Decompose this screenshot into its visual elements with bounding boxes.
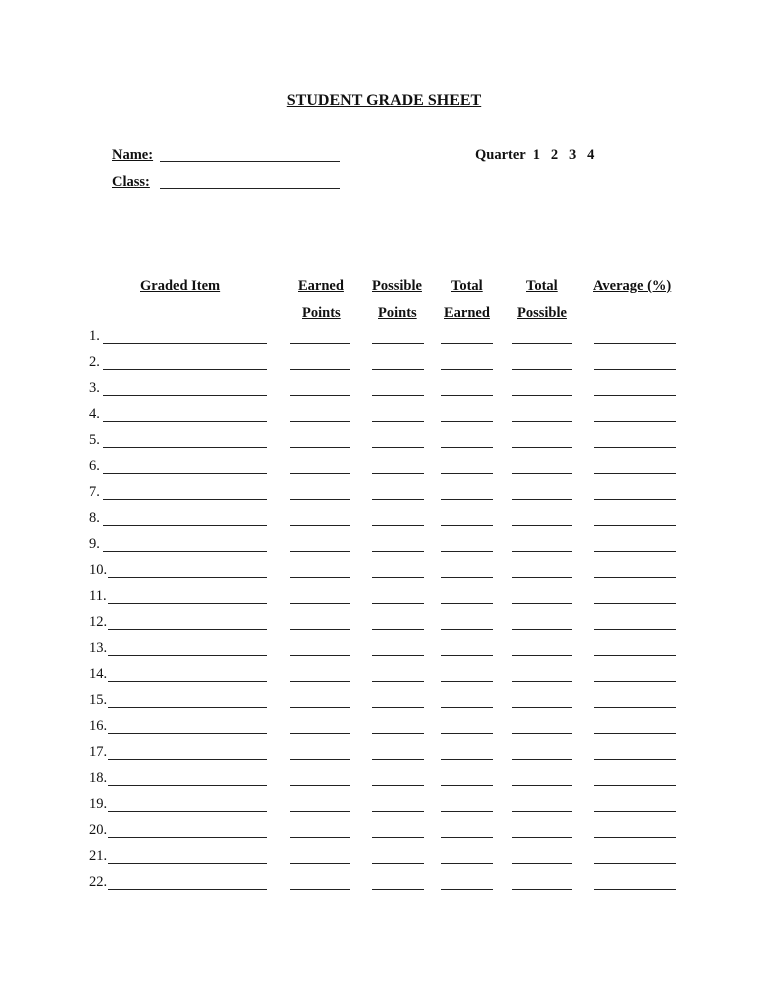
average-blank[interactable] bbox=[594, 655, 676, 656]
table-row bbox=[0, 743, 768, 763]
total-possible-blank[interactable] bbox=[512, 655, 572, 656]
total-earned-blank[interactable] bbox=[441, 369, 493, 370]
item-blank[interactable] bbox=[108, 733, 267, 734]
possible-blank[interactable] bbox=[372, 629, 424, 630]
earned-blank[interactable] bbox=[290, 811, 350, 812]
earned-blank[interactable] bbox=[290, 421, 350, 422]
class-blank[interactable] bbox=[160, 188, 340, 189]
total-earned-blank[interactable] bbox=[441, 525, 493, 526]
header-earned-points: Points bbox=[302, 305, 341, 321]
header-graded-item: Graded Item bbox=[140, 278, 221, 294]
average-blank[interactable] bbox=[594, 863, 676, 864]
total-earned-blank[interactable] bbox=[441, 577, 493, 578]
total-possible-blank[interactable] bbox=[512, 551, 572, 552]
total-possible-blank[interactable] bbox=[512, 473, 572, 474]
possible-blank[interactable] bbox=[372, 499, 424, 500]
total-earned-blank[interactable] bbox=[441, 473, 493, 474]
total-earned-blank[interactable] bbox=[441, 681, 493, 682]
item-blank[interactable] bbox=[108, 837, 267, 838]
possible-blank[interactable] bbox=[372, 525, 424, 526]
row-number: 9. bbox=[89, 536, 100, 552]
total-possible-blank[interactable] bbox=[512, 863, 572, 864]
average-blank[interactable] bbox=[594, 447, 676, 448]
earned-blank[interactable] bbox=[290, 343, 350, 344]
table-row bbox=[0, 639, 768, 659]
earned-blank[interactable] bbox=[290, 473, 350, 474]
total-earned-blank[interactable] bbox=[441, 707, 493, 708]
possible-blank[interactable] bbox=[372, 785, 424, 786]
average-blank[interactable] bbox=[594, 837, 676, 838]
sheet-title-text: STUDENT GRADE SHEET bbox=[286, 92, 482, 109]
header-total-1: Total bbox=[451, 278, 483, 294]
item-blank[interactable] bbox=[108, 811, 267, 812]
total-possible-blank[interactable] bbox=[512, 759, 572, 760]
total-possible-blank[interactable] bbox=[512, 785, 572, 786]
total-possible-blank[interactable] bbox=[512, 681, 572, 682]
item-blank[interactable] bbox=[103, 499, 267, 500]
total-possible-blank[interactable] bbox=[512, 733, 572, 734]
row-number: 21. bbox=[89, 848, 108, 864]
possible-blank[interactable] bbox=[372, 577, 424, 578]
total-earned-blank[interactable] bbox=[441, 655, 493, 656]
average-blank[interactable] bbox=[594, 369, 676, 370]
item-blank[interactable] bbox=[103, 421, 267, 422]
earned-blank[interactable] bbox=[290, 837, 350, 838]
average-blank[interactable] bbox=[594, 681, 676, 682]
table-row bbox=[0, 613, 768, 633]
total-possible-blank[interactable] bbox=[512, 343, 572, 344]
table-row bbox=[0, 353, 768, 373]
table-row bbox=[0, 535, 768, 555]
total-earned-blank[interactable] bbox=[441, 733, 493, 734]
average-blank[interactable] bbox=[594, 811, 676, 812]
item-blank[interactable] bbox=[103, 369, 267, 370]
row-number: 6. bbox=[89, 458, 100, 474]
earned-blank[interactable] bbox=[290, 525, 350, 526]
average-blank[interactable] bbox=[594, 395, 676, 396]
possible-blank[interactable] bbox=[372, 837, 424, 838]
total-possible-blank[interactable] bbox=[512, 707, 572, 708]
row-number: 4. bbox=[89, 406, 100, 422]
row-number: 2. bbox=[89, 354, 100, 370]
total-earned-blank[interactable] bbox=[441, 629, 493, 630]
item-blank[interactable] bbox=[103, 525, 267, 526]
row-number: 17. bbox=[89, 744, 108, 760]
earned-blank[interactable] bbox=[290, 681, 350, 682]
earned-blank[interactable] bbox=[290, 369, 350, 370]
earned-blank[interactable] bbox=[290, 577, 350, 578]
total-earned-blank[interactable] bbox=[441, 811, 493, 812]
possible-blank[interactable] bbox=[372, 655, 424, 656]
earned-blank[interactable] bbox=[290, 759, 350, 760]
average-blank[interactable] bbox=[594, 603, 676, 604]
total-earned-blank[interactable] bbox=[441, 395, 493, 396]
average-blank[interactable] bbox=[594, 551, 676, 552]
possible-blank[interactable] bbox=[372, 603, 424, 604]
average-blank[interactable] bbox=[594, 733, 676, 734]
possible-blank[interactable] bbox=[372, 707, 424, 708]
possible-blank[interactable] bbox=[372, 681, 424, 682]
header-earned: Earned bbox=[298, 278, 344, 294]
total-possible-blank[interactable] bbox=[512, 603, 572, 604]
average-blank[interactable] bbox=[594, 525, 676, 526]
item-blank[interactable] bbox=[108, 681, 267, 682]
row-number: 15. bbox=[89, 692, 108, 708]
table-row bbox=[0, 795, 768, 815]
average-blank[interactable] bbox=[594, 343, 676, 344]
row-number: 11. bbox=[89, 588, 107, 604]
row-number: 1. bbox=[89, 328, 100, 344]
average-blank[interactable] bbox=[594, 629, 676, 630]
header-average: Average (%) bbox=[593, 278, 672, 294]
table-row bbox=[0, 873, 768, 893]
row-number: 5. bbox=[89, 432, 100, 448]
item-blank[interactable] bbox=[108, 863, 267, 864]
item-blank[interactable] bbox=[103, 447, 267, 448]
item-blank[interactable] bbox=[103, 473, 267, 474]
total-possible-blank[interactable] bbox=[512, 499, 572, 500]
row-number: 20. bbox=[89, 822, 108, 838]
average-blank[interactable] bbox=[594, 889, 676, 890]
earned-blank[interactable] bbox=[290, 447, 350, 448]
sheet-title bbox=[0, 91, 768, 111]
total-earned-blank[interactable] bbox=[441, 837, 493, 838]
earned-blank[interactable] bbox=[290, 863, 350, 864]
item-blank[interactable] bbox=[103, 343, 267, 344]
name-label: Name: bbox=[112, 147, 154, 163]
average-blank[interactable] bbox=[594, 499, 676, 500]
total-possible-blank[interactable] bbox=[512, 447, 572, 448]
possible-blank[interactable] bbox=[372, 473, 424, 474]
average-blank[interactable] bbox=[594, 577, 676, 578]
table-row bbox=[0, 431, 768, 451]
row-number: 7. bbox=[89, 484, 100, 500]
earned-blank[interactable] bbox=[290, 785, 350, 786]
table-row bbox=[0, 587, 768, 607]
total-earned-blank[interactable] bbox=[441, 447, 493, 448]
total-earned-blank[interactable] bbox=[441, 343, 493, 344]
row-number: 18. bbox=[89, 770, 108, 786]
earned-blank[interactable] bbox=[290, 395, 350, 396]
possible-blank[interactable] bbox=[372, 759, 424, 760]
table-row bbox=[0, 769, 768, 789]
total-possible-blank[interactable] bbox=[512, 525, 572, 526]
possible-blank[interactable] bbox=[372, 369, 424, 370]
header-total-earned: Earned bbox=[444, 305, 490, 321]
item-blank[interactable] bbox=[108, 707, 267, 708]
table-row bbox=[0, 509, 768, 529]
possible-blank[interactable] bbox=[372, 551, 424, 552]
item-blank[interactable] bbox=[108, 577, 267, 578]
total-earned-blank[interactable] bbox=[441, 889, 493, 890]
item-blank[interactable] bbox=[108, 785, 267, 786]
table-row bbox=[0, 665, 768, 685]
row-number: 16. bbox=[89, 718, 108, 734]
total-possible-blank[interactable] bbox=[512, 369, 572, 370]
earned-blank[interactable] bbox=[290, 551, 350, 552]
total-earned-blank[interactable] bbox=[441, 421, 493, 422]
total-possible-blank[interactable] bbox=[512, 577, 572, 578]
name-blank[interactable] bbox=[160, 161, 340, 162]
table-row bbox=[0, 379, 768, 399]
possible-blank[interactable] bbox=[372, 343, 424, 344]
earned-blank[interactable] bbox=[290, 655, 350, 656]
item-blank[interactable] bbox=[108, 889, 267, 890]
possible-blank[interactable] bbox=[372, 447, 424, 448]
table-row bbox=[0, 327, 768, 347]
table-row bbox=[0, 847, 768, 867]
item-blank[interactable] bbox=[108, 759, 267, 760]
total-earned-blank[interactable] bbox=[441, 551, 493, 552]
earned-blank[interactable] bbox=[290, 629, 350, 630]
earned-blank[interactable] bbox=[290, 733, 350, 734]
possible-blank[interactable] bbox=[372, 421, 424, 422]
possible-blank[interactable] bbox=[372, 395, 424, 396]
item-blank[interactable] bbox=[103, 395, 267, 396]
item-blank[interactable] bbox=[103, 551, 267, 552]
quarter-selector: Quarter 1 2 3 4 bbox=[475, 147, 595, 163]
possible-blank[interactable] bbox=[372, 811, 424, 812]
header-total-2: Total bbox=[526, 278, 558, 294]
total-earned-blank[interactable] bbox=[441, 863, 493, 864]
total-possible-blank[interactable] bbox=[512, 395, 572, 396]
header-possible: Possible bbox=[372, 278, 422, 294]
table-row bbox=[0, 821, 768, 841]
total-possible-blank[interactable] bbox=[512, 811, 572, 812]
earned-blank[interactable] bbox=[290, 889, 350, 890]
average-blank[interactable] bbox=[594, 707, 676, 708]
header-possible-points: Points bbox=[378, 305, 417, 321]
average-blank[interactable] bbox=[594, 785, 676, 786]
row-number: 12. bbox=[89, 614, 108, 630]
row-number: 3. bbox=[89, 380, 100, 396]
total-possible-blank[interactable] bbox=[512, 629, 572, 630]
total-earned-blank[interactable] bbox=[441, 603, 493, 604]
item-blank[interactable] bbox=[108, 629, 267, 630]
earned-blank[interactable] bbox=[290, 603, 350, 604]
average-blank[interactable] bbox=[594, 759, 676, 760]
table-row bbox=[0, 691, 768, 711]
item-blank[interactable] bbox=[108, 603, 267, 604]
class-label: Class: bbox=[112, 174, 150, 190]
table-row bbox=[0, 717, 768, 737]
row-number: 14. bbox=[89, 666, 108, 682]
possible-blank[interactable] bbox=[372, 889, 424, 890]
table-row bbox=[0, 457, 768, 477]
row-number: 19. bbox=[89, 796, 108, 812]
row-number: 10. bbox=[89, 562, 108, 578]
possible-blank[interactable] bbox=[372, 733, 424, 734]
row-number: 22. bbox=[89, 874, 108, 890]
table-row bbox=[0, 483, 768, 503]
total-earned-blank[interactable] bbox=[441, 499, 493, 500]
row-number: 13. bbox=[89, 640, 108, 656]
earned-blank[interactable] bbox=[290, 499, 350, 500]
earned-blank[interactable] bbox=[290, 707, 350, 708]
header-total-possible: Possible bbox=[517, 305, 567, 321]
total-possible-blank[interactable] bbox=[512, 837, 572, 838]
item-blank[interactable] bbox=[108, 655, 267, 656]
total-earned-blank[interactable] bbox=[441, 785, 493, 786]
total-possible-blank[interactable] bbox=[512, 889, 572, 890]
table-row bbox=[0, 561, 768, 581]
total-possible-blank[interactable] bbox=[512, 421, 572, 422]
row-number: 8. bbox=[89, 510, 100, 526]
table-row bbox=[0, 405, 768, 425]
total-earned-blank[interactable] bbox=[441, 759, 493, 760]
possible-blank[interactable] bbox=[372, 863, 424, 864]
average-blank[interactable] bbox=[594, 421, 676, 422]
average-blank[interactable] bbox=[594, 473, 676, 474]
